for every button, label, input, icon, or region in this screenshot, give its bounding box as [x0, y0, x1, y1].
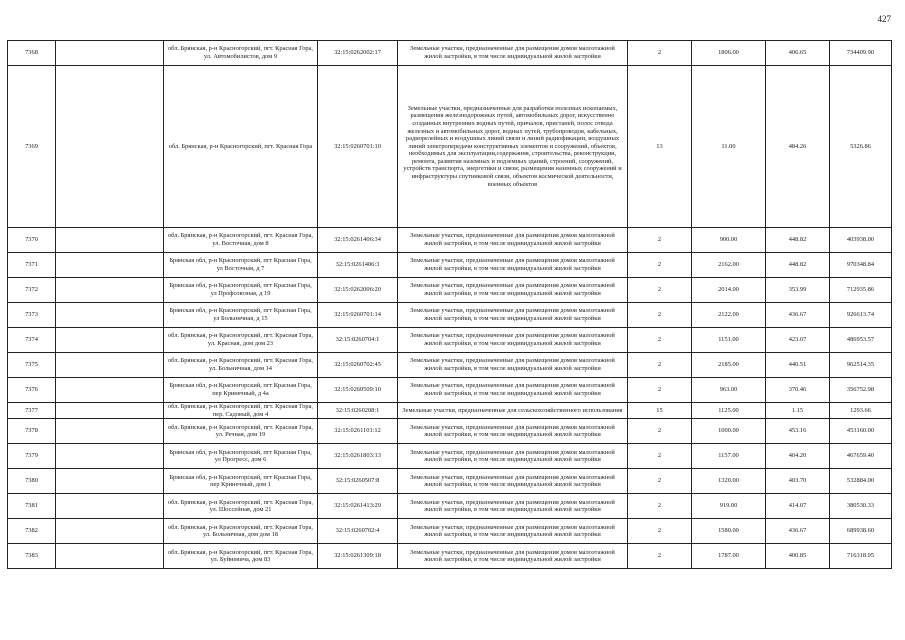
cell-grp: 2 [628, 419, 692, 444]
cell-num: 7374 [8, 328, 56, 353]
table-row [8, 469, 892, 494]
cell-use: Земельные участки, предназначенные для размещения домов малоэтажной жилой застройки, в том числе индивидуальной жилой застройки [398, 303, 628, 328]
cell-value: 467659.40 [830, 444, 892, 469]
cell-addr: обл. Брянская, р-н Красногорский, пгт. Красная Гора, ул. Красная, дом дом 23 [164, 328, 318, 353]
cell-num: 7378 [8, 419, 56, 444]
cell-addr: обл. Брянская, р-н Красногорский, пгт. Красная Гора, ул. Речная, дом 19 [164, 419, 318, 444]
cell-cad: 32:15:0261406:34 [318, 228, 398, 253]
cell-area: 900.00 [692, 228, 766, 253]
cell-value: 734409.90 [830, 41, 892, 66]
cell-grp: 15 [628, 403, 692, 419]
cell-addr: обл. Брянская, р-н Красногорский, пгт. Красная Гора, ул. Больничная, дом дом 18 [164, 519, 318, 544]
empty-cell [56, 494, 164, 519]
cell-rate: 453.16 [766, 419, 830, 444]
cell-use: Земельные участки, предназначенные для размещения домов малоэтажной жилой застройки, в том числе индивидуальной жилой застройки [398, 419, 628, 444]
cell-value: 356752.98 [830, 378, 892, 403]
cell-addr: обл. Брянская, р-н Красногорский, пгт. Красная Гора, ул. Шоссейная, дом 21 [164, 494, 318, 519]
cell-rate: 448.82 [766, 228, 830, 253]
cell-area: 2014.00 [692, 278, 766, 303]
cell-num: 7373 [8, 303, 56, 328]
cell-rate: 404.20 [766, 444, 830, 469]
cell-use: Земельные участки, предназначенные для размещения домов малоэтажной жилой застройки, в том числе индивидуальной жилой застройки [398, 228, 628, 253]
table-row [8, 519, 892, 544]
empty-cell [56, 469, 164, 494]
empty-cell [56, 403, 164, 419]
cell-addr: обл. Брянская, р-н Красногорский, пгт. Красная Гора, ул. Восточная, дом 8 [164, 228, 318, 253]
cell-addr: обл. Брянская, р-н Красногорский, пгт. Красная Гора, пер. Садовый, дом 4 [164, 403, 318, 419]
cell-rate: 436.67 [766, 519, 830, 544]
cell-num: 7383 [8, 544, 56, 569]
cell-rate: 484.26 [766, 66, 830, 228]
cell-value: 380530.33 [830, 494, 892, 519]
cell-grp: 2 [628, 544, 692, 569]
cell-cad: 32:15:0260507:8 [318, 469, 398, 494]
cell-area: 1787.00 [692, 544, 766, 569]
cell-rate: 436.67 [766, 303, 830, 328]
table-row [8, 228, 892, 253]
cell-value: 486953.57 [830, 328, 892, 353]
empty-cell [56, 303, 164, 328]
cell-grp: 2 [628, 303, 692, 328]
cell-num: 7376 [8, 378, 56, 403]
cell-area: 1157.00 [692, 444, 766, 469]
cell-value: 716318.95 [830, 544, 892, 569]
cell-use: Земельные участки, предназначенные для размещения домов малоэтажной жилой застройки, в том числе индивидуальной жилой застройки [398, 519, 628, 544]
cell-grp: 2 [628, 253, 692, 278]
cell-grp: 2 [628, 328, 692, 353]
cell-value: 5326.86 [830, 66, 892, 228]
cell-area: 919.00 [692, 494, 766, 519]
empty-cell [56, 378, 164, 403]
cell-cad: 32:15:0260509:10 [318, 378, 398, 403]
cell-area: 2162.00 [692, 253, 766, 278]
cell-cad: 32:15:0262006:20 [318, 278, 398, 303]
cell-use: Земельные участки, предназначенные для разработки полезных ископаемых, размещения железнодорожных путей, автомобильных дорог, искусственно созданных внутренних водных путей, причалов, пристаней, полос отвода железных и автомобильных дорог, водных путей, трубопроводов, кабельных, радиорелейных и воздушных линий связи и линий радиофикации, воздушных линий электропередачи конструктивных элементов и сооружений, объектов, необходимых для эксплуатации,содержания, строительства, реконструкции, ремонта, развития наземных и подземных зданий, строений, сооружений, устройств транспорта, энергетики и связи; размещения наземных сооружений и инфраструктуры спутниковой связи, объектов космической деятельности, военных объектов [398, 66, 628, 228]
cell-grp: 13 [628, 66, 692, 228]
cell-rate: 403.70 [766, 469, 830, 494]
cell-cad: 32:15:0260702:45 [318, 353, 398, 378]
cell-area: 1000.00 [692, 419, 766, 444]
cell-use: Земельные участки, предназначенные для размещения домов малоэтажной жилой застройки, в том числе индивидуальной жилой застройки [398, 41, 628, 66]
cell-rate: 414.07 [766, 494, 830, 519]
empty-cell [56, 253, 164, 278]
cell-cad: 32:15:0260704:1 [318, 328, 398, 353]
cell-value: 962514.35 [830, 353, 892, 378]
table-row [8, 444, 892, 469]
cell-value: 1293.66 [830, 403, 892, 419]
cell-area: 1125.00 [692, 403, 766, 419]
table-row [8, 378, 892, 403]
cell-area: 1806.00 [692, 41, 766, 66]
cell-rate: 440.51 [766, 353, 830, 378]
table-row [8, 328, 892, 353]
cell-area: 963.00 [692, 378, 766, 403]
empty-cell [56, 353, 164, 378]
table-row [8, 419, 892, 444]
cell-cad: 32:15:0261803:13 [318, 444, 398, 469]
cell-num: 7369 [8, 66, 56, 228]
empty-cell [56, 444, 164, 469]
cell-addr: Брянская обл, р-н Красногорский, пгт Красная Гора, пер Кринечный, д 4а [164, 378, 318, 403]
table-row [8, 494, 892, 519]
cell-area: 1151.00 [692, 328, 766, 353]
cell-addr: Брянская обл, р-н Красногорский, пгт Красная Гора, ул Больничная, д 15 [164, 303, 318, 328]
cell-num: 7372 [8, 278, 56, 303]
cell-cad: 32:15:0261413:29 [318, 494, 398, 519]
cell-use: Земельные участки, предназначенные для размещения домов малоэтажной жилой застройки, в том числе индивидуальной жилой застройки [398, 378, 628, 403]
cell-cad: 32:15:0261309:18 [318, 544, 398, 569]
cell-cad: 32:15:0261101:12 [318, 419, 398, 444]
cell-value: 970348.84 [830, 253, 892, 278]
cell-value: 689938.60 [830, 519, 892, 544]
cell-rate: 448.82 [766, 253, 830, 278]
cell-rate: 353.99 [766, 278, 830, 303]
cell-num: 7370 [8, 228, 56, 253]
cell-addr: Брянская обл, р-н Красногорский, пгт Красная Гора, ул Профсоюзная, д 19 [164, 278, 318, 303]
table-row [8, 544, 892, 569]
cell-addr: обл. Брянская, р-н Красногорский, пгт. Красная Гора, ул. Больничная, дом 14 [164, 353, 318, 378]
cell-rate: 370.46 [766, 378, 830, 403]
empty-cell [56, 66, 164, 228]
cell-num: 7382 [8, 519, 56, 544]
table-row [8, 353, 892, 378]
cell-num: 7371 [8, 253, 56, 278]
cell-num: 7381 [8, 494, 56, 519]
page-number: 427 [877, 14, 891, 24]
cell-cad: 32:15:0260702:4 [318, 519, 398, 544]
empty-cell [56, 544, 164, 569]
cell-area: 1320.00 [692, 469, 766, 494]
cell-value: 712935.86 [830, 278, 892, 303]
empty-cell [56, 419, 164, 444]
cell-use: Земельные участки, предназначенные для размещения домов малоэтажной жилой застройки, в том числе индивидуальной жилой застройки [398, 544, 628, 569]
cell-rate: 406.65 [766, 41, 830, 66]
cell-value: 926613.74 [830, 303, 892, 328]
cell-area: 2185.00 [692, 353, 766, 378]
empty-cell [56, 278, 164, 303]
cell-value: 403938.00 [830, 228, 892, 253]
cell-cad: 32:15:0260208:1 [318, 403, 398, 419]
cell-area: 2122.00 [692, 303, 766, 328]
table-row [8, 66, 892, 228]
cell-use: Земельные участки, предназначенные для сельскохозяйственного использования [398, 403, 628, 419]
empty-cell [56, 519, 164, 544]
land-registry-table [7, 40, 892, 569]
cell-addr: обл. Брянская, р-н Красногорский, пгт. Красная Гора, ул. Буйневича, дом 83 [164, 544, 318, 569]
cell-area: 1580.00 [692, 519, 766, 544]
cell-value: 453160.00 [830, 419, 892, 444]
table-row [8, 278, 892, 303]
cell-rate: 400.85 [766, 544, 830, 569]
cell-use: Земельные участки, предназначенные для размещения домов малоэтажной жилой застройки, в том числе индивидуальной жилой застройки [398, 444, 628, 469]
cell-use: Земельные участки, предназначенные для размещения домов малоэтажной жилой застройки, в том числе индивидуальной жилой застройки [398, 469, 628, 494]
cell-value: 532884.00 [830, 469, 892, 494]
empty-cell [56, 41, 164, 66]
cell-cad: 32:15:0262002:17 [318, 41, 398, 66]
cell-num: 7375 [8, 353, 56, 378]
cell-addr: Брянская обл, р-н Красногорский, пгт Красная Гора, ул Прогресс, дом 6 [164, 444, 318, 469]
cell-use: Земельные участки, предназначенные для размещения домов малоэтажной жилой застройки, в том числе индивидуальной жилой застройки [398, 278, 628, 303]
cell-addr: обл. Брянская, р-н Красногорский, пгт. Красная Гора [164, 66, 318, 228]
cell-grp: 2 [628, 494, 692, 519]
table-row [8, 41, 892, 66]
cell-use: Земельные участки, предназначенные для размещения домов малоэтажной жилой застройки, в том числе индивидуальной жилой застройки [398, 353, 628, 378]
table-row [8, 303, 892, 328]
cell-grp: 2 [628, 444, 692, 469]
cell-num: 7377 [8, 403, 56, 419]
cell-grp: 2 [628, 378, 692, 403]
cell-cad: 32:15:0260701:14 [318, 303, 398, 328]
empty-cell [56, 328, 164, 353]
cell-grp: 2 [628, 469, 692, 494]
cell-use: Земельные участки, предназначенные для размещения домов малоэтажной жилой застройки, в том числе индивидуальной жилой застройки [398, 328, 628, 353]
cell-use: Земельные участки, предназначенные для размещения домов малоэтажной жилой застройки, в том числе индивидуальной жилой застройки [398, 253, 628, 278]
cell-grp: 2 [628, 353, 692, 378]
cell-grp: 2 [628, 519, 692, 544]
table-row [8, 253, 892, 278]
cell-grp: 2 [628, 278, 692, 303]
cell-num: 7380 [8, 469, 56, 494]
cell-area: 11.00 [692, 66, 766, 228]
cell-rate: 423.07 [766, 328, 830, 353]
cell-addr: Брянская обл, р-н Красногорский, пгт Красная Гора, пер Кринечный, дом 1 [164, 469, 318, 494]
cell-grp: 2 [628, 228, 692, 253]
cell-grp: 2 [628, 41, 692, 66]
cell-use: Земельные участки, предназначенные для размещения домов малоэтажной жилой застройки, в том числе индивидуальной жилой застройки [398, 494, 628, 519]
cell-rate: 1.15 [766, 403, 830, 419]
empty-cell [56, 228, 164, 253]
cell-cad: 32:15:0260701:10 [318, 66, 398, 228]
cell-addr: Брянская обл, р-н Красногорский, пгт Красная Гора, ул Восточная, д 7 [164, 253, 318, 278]
cell-num: 7368 [8, 41, 56, 66]
cell-cad: 32:15:0261406:3 [318, 253, 398, 278]
table-row [8, 403, 892, 419]
cell-addr: обл. Брянская, р-н Красногорский, пгт. Красная Гора, ул. Автомобилистов, дом 9 [164, 41, 318, 66]
cell-num: 7379 [8, 444, 56, 469]
